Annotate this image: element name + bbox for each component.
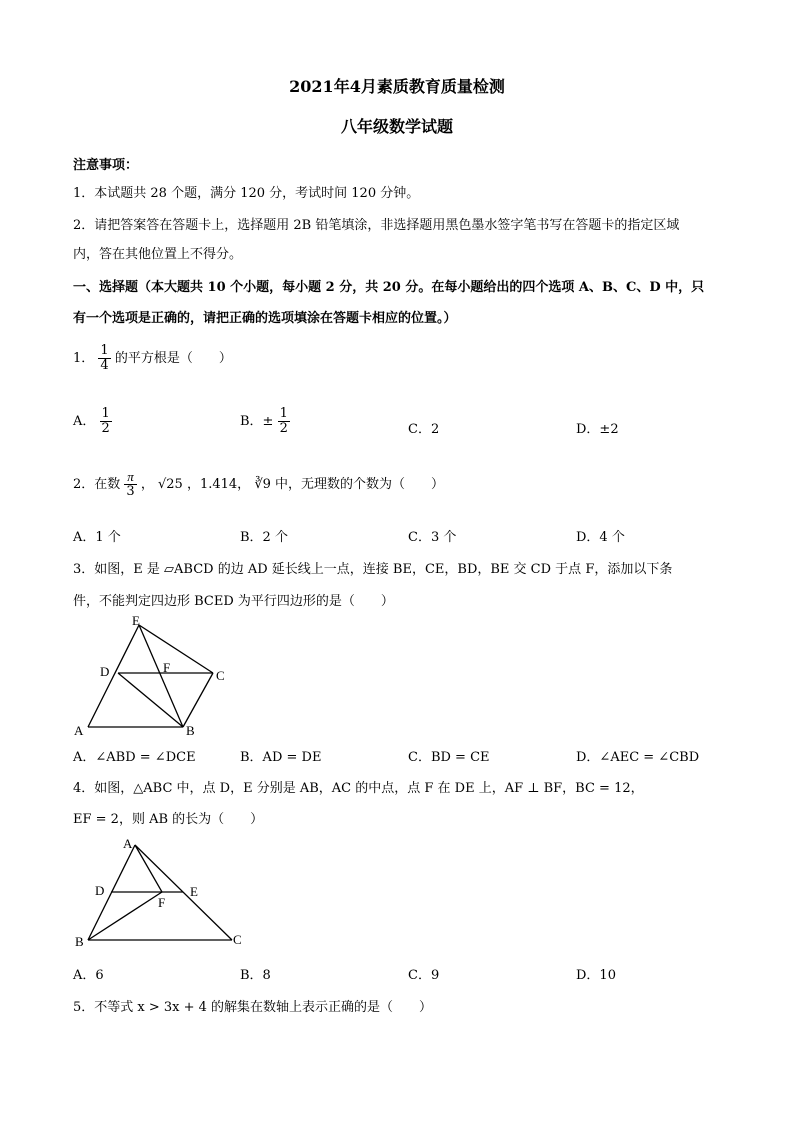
q3-option-b: B．AD = DE — [240, 750, 322, 765]
q1-option-c: C．2 — [408, 422, 440, 437]
q2-option-b: B．2 个 — [240, 530, 288, 545]
q4-option-a: A．6 — [73, 968, 104, 983]
cube-root-9: ∛9 — [254, 477, 271, 492]
question-1-number: 1． — [73, 351, 95, 366]
sqrt-25: √25 — [158, 477, 183, 492]
fraction-numerator: 1 — [279, 406, 288, 421]
option-a-fraction — [100, 407, 112, 436]
question-1-stem: 的平方根是（ ） — [114, 351, 232, 366]
fraction-numerator: 1 — [101, 406, 110, 421]
q4-option-d: D．10 — [576, 968, 616, 983]
question-1 — [73, 344, 232, 373]
notice-item-2-line1: 2．请把答案答在答题卡上，选择题用 2B 铅笔填涂，非选择题用黑色墨水签字笔书写在答题卡的指定区域 — [73, 218, 680, 233]
question-3-line2: 件，不能判定四边形 BCED 为平行四边形的是（ ） — [73, 594, 394, 609]
point-C-label: C — [233, 932, 242, 947]
q4-option-c: C．9 — [408, 968, 440, 983]
figure-lines — [88, 845, 232, 940]
point-B-label: B — [186, 723, 195, 738]
q4-option-b: B．8 — [240, 968, 271, 983]
question-2-prefix: 2．在数 — [73, 477, 121, 492]
q2-option-d: D．4 个 — [576, 530, 625, 545]
question-3-figure — [70, 612, 240, 740]
point-E-label: E — [132, 613, 140, 628]
question-5: 5．不等式 x > 3x + 4 的解集在数轴上表示正确的是（ ） — [73, 1000, 433, 1015]
question-2-tail: 中，无理数的个数为（ ） — [275, 477, 445, 492]
notice-item-2-line2: 内，答在其他位置上不得分。 — [73, 247, 243, 262]
point-C-label: C — [216, 668, 225, 683]
fraction-denominator: 3 — [126, 484, 135, 499]
point-B-label: B — [75, 934, 84, 949]
q1-option-b — [240, 407, 290, 436]
question-1-fraction — [98, 344, 110, 373]
fraction-numerator: 1 — [100, 343, 109, 358]
notice-item-1: 1．本试题共 28 个题，满分 120 分，考试时间 120 分钟。 — [73, 186, 420, 201]
fraction-denominator: 2 — [101, 421, 110, 436]
q3-option-d: D．∠AEC = ∠CBD — [576, 750, 700, 765]
question-3-line1: 3．如图，E 是 ▱ABCD 的边 AD 延长线上一点，连接 BE，CE，BD，BE 交 CD 于点 F，添加以下条 — [73, 562, 673, 577]
point-F-label: F — [158, 895, 166, 910]
point-A-label: A — [74, 723, 84, 738]
notice-heading: 注意事项： — [73, 158, 139, 173]
q1-option-d: D．±2 — [576, 422, 619, 437]
exam-title: 2021年4月素质教育质量检测 — [289, 77, 505, 96]
question-4-line2: EF = 2，则 AB 的长为（ ） — [73, 812, 264, 827]
question-2-mid: ，1.414， — [186, 477, 251, 492]
option-label: A． — [73, 414, 96, 429]
q3-option-c: C．BD = CE — [408, 750, 490, 765]
fraction-denominator: 4 — [100, 358, 109, 373]
q3-option-a: A．∠ABD = ∠DCE — [73, 750, 196, 765]
point-D-label: D — [95, 883, 105, 898]
fraction-denominator: 2 — [279, 421, 288, 436]
separator: ， — [140, 477, 154, 492]
point-E-label: E — [190, 884, 198, 899]
q2-option-a: A．1 个 — [73, 530, 121, 545]
point-F-label: F — [163, 660, 171, 675]
question-4-figure — [70, 832, 260, 952]
section-1-heading-line1: 一、选择题（本大题共 10 个小题，每小题 2 分，共 20 分。在每小题给出的四个选项 A、B、C、D 中，只 — [73, 280, 705, 295]
question-2 — [73, 470, 444, 499]
q2-option-c: C．3 个 — [408, 530, 457, 545]
exam-subtitle: 八年级数学试题 — [340, 117, 453, 136]
q1-option-a — [73, 407, 112, 436]
point-A-label: A — [123, 836, 133, 851]
fraction-numerator: π — [124, 470, 136, 485]
point-D-label: D — [100, 664, 110, 679]
question-4-line1: 4．如图，△ABC 中，点 D，E 分别是 AB，AC 的中点，点 F 在 DE 上，AF ⊥ BF，BC = 12， — [73, 781, 644, 796]
pi-over-3-fraction — [124, 470, 136, 499]
section-1-heading-line2: 有一个选项是正确的，请把正确的选项填涂在答题卡相应的位置。） — [73, 311, 457, 326]
option-label: B．± — [240, 414, 274, 429]
option-b-fraction — [278, 407, 290, 436]
